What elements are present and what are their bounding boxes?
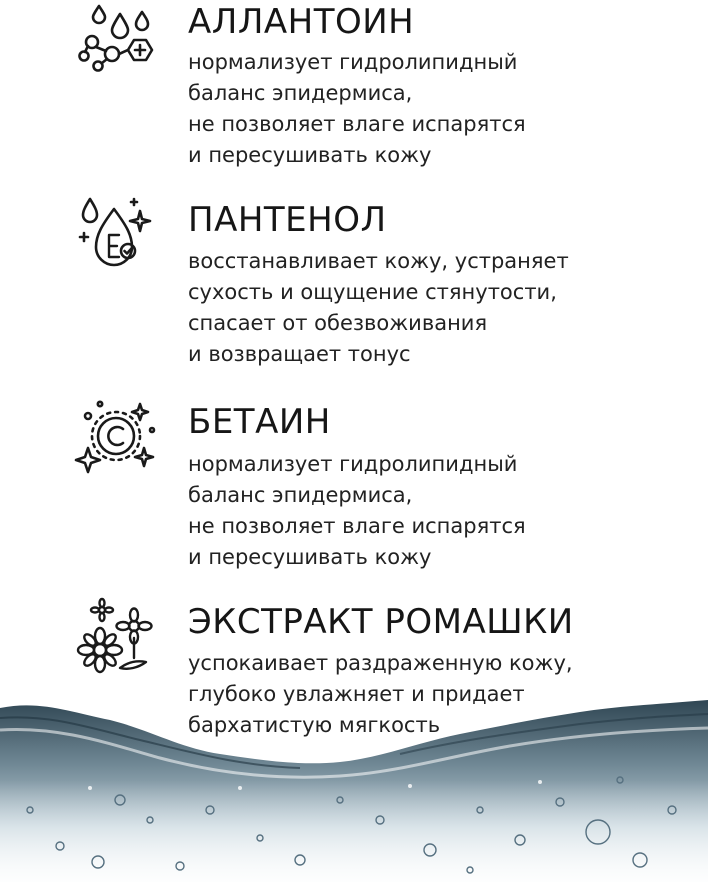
description-line: успокаивает раздраженную кожу,	[188, 651, 573, 675]
description-line: восстанавливает кожу, устраняет	[188, 249, 569, 273]
ingredient-description	[188, 449, 526, 573]
description-line: и пересушивать кожу	[188, 545, 432, 569]
description-line: не позволяет влаге испарятся	[188, 514, 526, 538]
ingredient-title: АЛЛАНТОИН	[188, 2, 415, 42]
water-splash-image	[0, 670, 708, 882]
description-line: не позволяет влаге испарятся	[188, 112, 526, 136]
description-line: баланс эпидермиса,	[188, 483, 413, 507]
description-line: баланс эпидермиса,	[188, 81, 413, 105]
ingredient-description	[188, 246, 569, 370]
molecule-drops-icon	[76, 0, 160, 84]
description-line: нормализует гидролипидный	[188, 452, 518, 476]
description-line: бархатистую мягкость	[188, 713, 441, 737]
ingredient-title: БЕТАИН	[188, 402, 331, 442]
description-line: и возвращает тонус	[188, 342, 411, 366]
ingredient-description	[188, 47, 526, 171]
vitamin-e-drops-icon	[76, 195, 160, 279]
ingredient-title: ПАНТЕНОЛ	[188, 200, 387, 240]
ingredient-title: ЭКСТРАКТ РОМАШКИ	[188, 602, 574, 642]
description-line: и пересушивать кожу	[188, 143, 432, 167]
description-line: сухость и ощущение стянутости,	[188, 280, 557, 304]
description-line: глубоко увлажняет и придает	[188, 682, 525, 706]
description-line: спасает от обезвоживания	[188, 311, 488, 335]
description-line: нормализует гидролипидный	[188, 50, 518, 74]
vitamin-c-sparkle-icon	[76, 396, 160, 480]
